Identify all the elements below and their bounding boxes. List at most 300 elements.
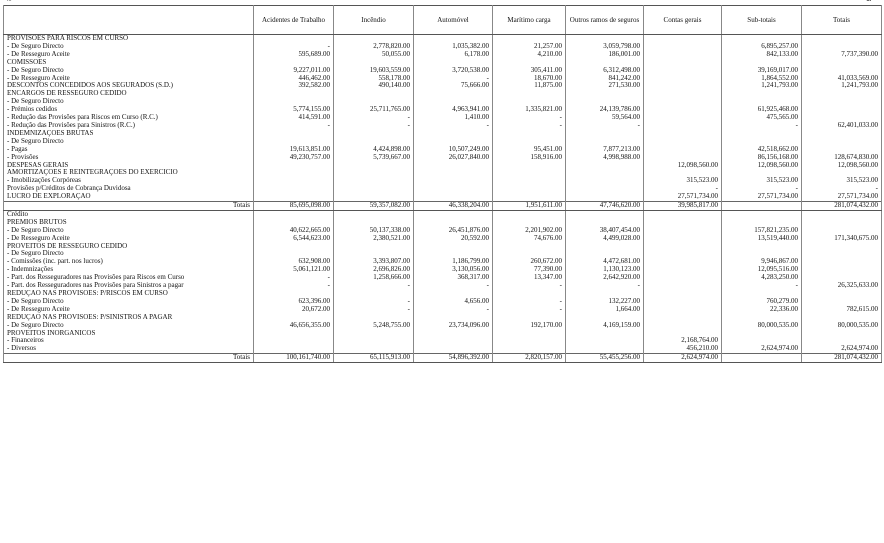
table-row: [4, 274, 882, 282]
value-cell: [644, 266, 722, 274]
value-cell: [493, 98, 566, 106]
value-cell: [802, 106, 882, 114]
value-cell: -: [334, 114, 414, 122]
value-cell: [802, 314, 882, 322]
value-cell: [802, 330, 882, 338]
total-cell: 46,338,204.00: [414, 202, 493, 211]
value-cell: 2,380,521.00: [334, 235, 414, 243]
value-cell: 59,564.00: [566, 114, 644, 122]
value-cell: [414, 290, 493, 298]
value-cell: [802, 274, 882, 282]
value-cell: 157,821,235.00: [722, 227, 802, 235]
totals-label: Totais: [4, 354, 254, 363]
value-cell: [493, 169, 566, 177]
value-cell: -: [566, 122, 644, 130]
value-cell: [644, 169, 722, 177]
value-cell: [644, 122, 722, 130]
value-cell: [644, 90, 722, 98]
value-cell: 27,571,734.00: [722, 193, 802, 201]
row-label: - De Seguro Directo: [4, 67, 254, 75]
row-label: - De Resseguro Aceite: [4, 235, 254, 243]
value-cell: [644, 243, 722, 251]
value-cell: 1,130,123.00: [566, 266, 644, 274]
row-label: - Part. dos Resseguradores nas Provisões para Riscos em Curso: [4, 274, 254, 282]
value-cell: [566, 314, 644, 322]
value-cell: 86,156,168.00: [722, 154, 802, 162]
value-cell: [566, 177, 644, 185]
table-row: [4, 290, 882, 298]
value-cell: [334, 345, 414, 353]
value-cell: [493, 177, 566, 185]
value-cell: 414,591.00: [254, 114, 334, 122]
value-cell: 3,393,807.00: [334, 258, 414, 266]
value-cell: [414, 243, 493, 251]
value-cell: -: [414, 282, 493, 290]
value-cell: 4,499,028.00: [566, 235, 644, 243]
value-cell: [722, 250, 802, 258]
row-label: LUCRO DE EXPLORAÇÃO: [4, 193, 254, 201]
section-title: Crédito: [4, 210, 254, 218]
debit-section: [4, 35, 882, 202]
table-row: [4, 306, 882, 314]
value-cell: [493, 219, 566, 227]
value-cell: 21,257.00: [493, 43, 566, 51]
value-cell: 6,312,498.00: [566, 67, 644, 75]
value-cell: [414, 177, 493, 185]
value-cell: 1,258,666.00: [334, 274, 414, 282]
table-row: [4, 106, 882, 114]
totals-row: [4, 354, 882, 363]
value-cell: [644, 322, 722, 330]
value-cell: [493, 193, 566, 201]
totals-row: [4, 202, 882, 211]
table-row: [4, 98, 882, 106]
value-cell: [414, 98, 493, 106]
value-cell: 80,000,535.00: [802, 322, 882, 330]
value-cell: 9,227,011.00: [254, 67, 334, 75]
value-cell: [722, 98, 802, 106]
value-cell: [802, 227, 882, 235]
value-cell: 95,451.00: [493, 146, 566, 154]
value-cell: [644, 98, 722, 106]
value-cell: [566, 138, 644, 146]
value-cell: [493, 290, 566, 298]
value-cell: 10,507,249.00: [414, 146, 493, 154]
value-cell: 4,472,681.00: [566, 258, 644, 266]
value-cell: 158,916.00: [493, 154, 566, 162]
value-cell: 50,137,338.00: [334, 227, 414, 235]
value-cell: [644, 130, 722, 138]
value-cell: [722, 35, 802, 43]
row-label: - Redução das Provisões para Riscos em Curso (R.C.): [4, 114, 254, 122]
table-row: [4, 114, 882, 122]
row-label: ENCARGOS DE RESSEGURO CEDIDO: [4, 90, 254, 98]
table-row: [4, 235, 882, 243]
total-cell: 281,074,432.00: [802, 354, 882, 363]
row-label: - Financeiros: [4, 337, 254, 345]
total-cell: 2,820,157.00: [493, 354, 566, 363]
value-cell: 19,603,559.00: [334, 67, 414, 75]
value-cell: 26,325,633.00: [802, 282, 882, 290]
value-cell: 27,571,734.00: [802, 193, 882, 201]
table-row: [4, 138, 882, 146]
value-cell: 62,401,033.00: [802, 122, 882, 130]
row-label: AMORTIZAÇÕES E REINTEGRAÇÕES DO EXERCÍCIO: [4, 169, 254, 177]
value-cell: 13,519,440.00: [722, 235, 802, 243]
row-label: - Imobilizações Corpóreas: [4, 177, 254, 185]
total-cell: 1,951,611.00: [493, 202, 566, 211]
row-label: COMISSÕES: [4, 59, 254, 67]
total-cell: 59,357,082.00: [334, 202, 414, 211]
total-cell: [722, 354, 802, 363]
total-cell: 85,695,098.00: [254, 202, 334, 211]
total-cell: [722, 202, 802, 211]
row-label: - Prémios cedidos: [4, 106, 254, 114]
value-cell: 6,895,257.00: [722, 43, 802, 51]
value-cell: 4,998,988.00: [566, 154, 644, 162]
value-cell: -: [414, 75, 493, 83]
value-cell: [802, 35, 882, 43]
value-cell: 7,737,390.00: [802, 51, 882, 59]
value-cell: [414, 162, 493, 170]
row-label: - De Seguro Directo: [4, 322, 254, 330]
value-cell: 38,407,454.00: [566, 227, 644, 235]
row-label: - De Seguro Directo: [4, 298, 254, 306]
row-label: DESCONTOS CONCEDIDOS AOS SEGURADOS (S.D.): [4, 82, 254, 90]
value-cell: [493, 314, 566, 322]
value-cell: [493, 185, 566, 193]
value-cell: 5,739,667.00: [334, 154, 414, 162]
value-cell: 24,139,786.00: [566, 106, 644, 114]
value-cell: -: [414, 306, 493, 314]
value-cell: 171,340,675.00: [802, 235, 882, 243]
value-cell: [802, 290, 882, 298]
table-row: [4, 337, 882, 345]
value-cell: 3,720,538.00: [414, 67, 493, 75]
value-cell: -: [254, 122, 334, 130]
value-cell: [254, 35, 334, 43]
table-row: [4, 59, 882, 67]
value-cell: [644, 314, 722, 322]
value-cell: [414, 219, 493, 227]
row-label: - De Resseguro Aceite: [4, 306, 254, 314]
top-strip: [3, 0, 881, 4]
value-cell: [254, 250, 334, 258]
profit-loss-table: [3, 5, 882, 363]
value-cell: 12,098,560.00: [722, 162, 802, 170]
value-cell: [493, 330, 566, 338]
value-cell: 61,925,468.00: [722, 106, 802, 114]
value-cell: [802, 250, 882, 258]
value-cell: [802, 114, 882, 122]
value-cell: -: [722, 282, 802, 290]
value-cell: [493, 130, 566, 138]
value-cell: 4,169,159.00: [566, 322, 644, 330]
value-cell: [254, 330, 334, 338]
value-cell: [722, 130, 802, 138]
value-cell: [644, 258, 722, 266]
value-cell: [566, 330, 644, 338]
table-row: [4, 266, 882, 274]
value-cell: 456,210.00: [644, 345, 722, 353]
value-cell: [254, 314, 334, 322]
column-header: Incêndio: [334, 6, 414, 35]
value-cell: 2,778,820.00: [334, 43, 414, 51]
value-cell: 5,248,755.00: [334, 322, 414, 330]
value-cell: [414, 345, 493, 353]
row-label: - Comissões (inc. part. nos lucros): [4, 258, 254, 266]
value-cell: 368,317.00: [414, 274, 493, 282]
value-cell: [644, 306, 722, 314]
value-cell: 315,523.00: [722, 177, 802, 185]
value-cell: 26,451,876.00: [414, 227, 493, 235]
column-header: Acidentes de Trabalho: [254, 6, 334, 35]
value-cell: [566, 219, 644, 227]
value-cell: 6,544,623.00: [254, 235, 334, 243]
value-cell: [644, 51, 722, 59]
value-cell: [334, 290, 414, 298]
value-cell: [566, 185, 644, 193]
value-cell: 25,711,765.00: [334, 106, 414, 114]
row-label: - De Resseguro Aceite: [4, 75, 254, 83]
table-row: [4, 345, 882, 353]
value-cell: 80,000,535.00: [722, 322, 802, 330]
value-cell: [644, 235, 722, 243]
value-cell: 260,672.00: [493, 258, 566, 266]
value-cell: [334, 90, 414, 98]
value-cell: [644, 330, 722, 338]
value-cell: [802, 130, 882, 138]
value-cell: 49,230,757.00: [254, 154, 334, 162]
value-cell: [493, 250, 566, 258]
value-cell: [644, 219, 722, 227]
value-cell: [566, 193, 644, 201]
total-cell: 281,074,432.00: [802, 202, 882, 211]
value-cell: [566, 59, 644, 67]
value-cell: [722, 169, 802, 177]
value-cell: -: [802, 185, 882, 193]
value-cell: 2,624,974.00: [722, 345, 802, 353]
value-cell: [722, 290, 802, 298]
value-cell: [644, 75, 722, 83]
value-cell: [644, 146, 722, 154]
value-cell: 305,411.00: [493, 67, 566, 75]
value-cell: [722, 243, 802, 251]
value-cell: 5,774,155.00: [254, 106, 334, 114]
value-cell: [334, 250, 414, 258]
value-cell: [334, 138, 414, 146]
value-cell: [566, 337, 644, 345]
value-cell: 40,622,665.00: [254, 227, 334, 235]
value-cell: -: [334, 298, 414, 306]
value-cell: [334, 219, 414, 227]
value-cell: 9,946,867.00: [722, 258, 802, 266]
value-cell: [254, 138, 334, 146]
value-cell: [334, 337, 414, 345]
table-row: [4, 250, 882, 258]
value-cell: -: [493, 114, 566, 122]
row-label: - De Seguro Directo: [4, 250, 254, 258]
value-cell: [493, 162, 566, 170]
value-cell: [254, 185, 334, 193]
total-cell: 54,896,392.00: [414, 354, 493, 363]
value-cell: [566, 35, 644, 43]
value-cell: -: [493, 298, 566, 306]
value-cell: [334, 162, 414, 170]
row-label: - De Seguro Directo: [4, 138, 254, 146]
table-row: [4, 51, 882, 59]
table-row: [4, 146, 882, 154]
row-label: Provisões p/Créditos de Cobrança Duvidosa: [4, 185, 254, 193]
table-row: [4, 282, 882, 290]
value-cell: [334, 130, 414, 138]
value-cell: 782,615.00: [802, 306, 882, 314]
value-cell: 595,689.00: [254, 51, 334, 59]
value-cell: [722, 314, 802, 322]
value-cell: [644, 154, 722, 162]
value-cell: [414, 314, 493, 322]
table-row: [4, 90, 882, 98]
debit-totals: [4, 202, 882, 219]
value-cell: 4,283,250.00: [722, 274, 802, 282]
value-cell: 271,530.00: [566, 82, 644, 90]
value-cell: [254, 59, 334, 67]
top-right-fragment: ...: [866, 0, 871, 3]
value-cell: 12,098,560.00: [802, 162, 882, 170]
table-row: [4, 219, 882, 227]
row-label: - Pagas: [4, 146, 254, 154]
value-cell: [566, 169, 644, 177]
value-cell: [644, 290, 722, 298]
value-cell: [722, 59, 802, 67]
value-cell: [802, 138, 882, 146]
value-cell: 446,462.00: [254, 75, 334, 83]
value-cell: [644, 138, 722, 146]
value-cell: [802, 90, 882, 98]
value-cell: [414, 35, 493, 43]
column-header: Outros ramos de seguros: [566, 6, 644, 35]
table-row: [4, 130, 882, 138]
value-cell: [414, 337, 493, 345]
value-cell: [334, 193, 414, 201]
value-cell: [644, 59, 722, 67]
value-cell: [334, 169, 414, 177]
table-row: [4, 82, 882, 90]
value-cell: [334, 330, 414, 338]
value-cell: 842,133.00: [722, 51, 802, 59]
value-cell: [802, 243, 882, 251]
value-cell: [802, 298, 882, 306]
value-cell: 132,227.00: [566, 298, 644, 306]
value-cell: 315,523.00: [644, 177, 722, 185]
value-cell: [802, 67, 882, 75]
value-cell: 475,565.00: [722, 114, 802, 122]
total-cell: 47,746,620.00: [566, 202, 644, 211]
row-label: - Diversos: [4, 345, 254, 353]
value-cell: [414, 330, 493, 338]
column-header-row: [4, 6, 882, 35]
value-cell: [802, 337, 882, 345]
value-cell: [644, 43, 722, 51]
value-cell: [254, 177, 334, 185]
value-cell: [566, 90, 644, 98]
value-cell: 2,696,826.00: [334, 266, 414, 274]
value-cell: [334, 59, 414, 67]
value-cell: 18,670.00: [493, 75, 566, 83]
value-cell: [493, 243, 566, 251]
value-cell: [414, 130, 493, 138]
table-row: [4, 67, 882, 75]
value-cell: 2,168,764.00: [644, 337, 722, 345]
value-cell: 2,642,920.00: [566, 274, 644, 282]
value-cell: [254, 162, 334, 170]
value-cell: 4,656.00: [414, 298, 493, 306]
value-cell: [644, 106, 722, 114]
credit-section: [4, 219, 882, 354]
value-cell: 4,963,941.00: [414, 106, 493, 114]
value-cell: 22,336.00: [722, 306, 802, 314]
value-cell: -: [493, 282, 566, 290]
value-cell: [254, 345, 334, 353]
value-cell: [722, 330, 802, 338]
table-row: [4, 314, 882, 322]
value-cell: [493, 337, 566, 345]
value-cell: 75,666.00: [414, 82, 493, 90]
value-cell: 392,582.00: [254, 82, 334, 90]
value-cell: [414, 169, 493, 177]
column-header: Sub-totais: [722, 6, 802, 35]
value-cell: -: [254, 43, 334, 51]
value-cell: 1,335,821.00: [493, 106, 566, 114]
value-cell: [493, 35, 566, 43]
total-cell: 2,624,974.00: [644, 354, 722, 363]
row-label: INDEMNIZAÇÕES BRUTAS: [4, 130, 254, 138]
value-cell: [644, 114, 722, 122]
credit-totals: [4, 354, 882, 363]
value-cell: [802, 258, 882, 266]
value-cell: -: [566, 282, 644, 290]
value-cell: [493, 90, 566, 98]
column-header: Contas gerais: [644, 6, 722, 35]
value-cell: [414, 138, 493, 146]
value-cell: [644, 35, 722, 43]
row-label: REDUÇÃO NAS PROVISÕES: P/RISCOS EM CURSO: [4, 290, 254, 298]
value-cell: -: [493, 122, 566, 130]
value-cell: [802, 219, 882, 227]
value-cell: [566, 162, 644, 170]
total-cell: 39,985,817.00: [644, 202, 722, 211]
totals-label: Totais: [4, 202, 254, 211]
value-cell: 20,592.00: [414, 235, 493, 243]
section-title-row: [4, 210, 882, 218]
column-header: Automóvel: [414, 6, 493, 35]
top-left-fragment: ...: [7, 0, 12, 3]
total-cell: 100,161,740.00: [254, 354, 334, 363]
row-label: - De Seguro Directo: [4, 43, 254, 51]
table-row: [4, 122, 882, 130]
value-cell: 4,210.00: [493, 51, 566, 59]
value-cell: [254, 219, 334, 227]
value-cell: [802, 169, 882, 177]
row-label: - Redução das Provisões para Sinistros (R.C.): [4, 122, 254, 130]
value-cell: 50,055.00: [334, 51, 414, 59]
table-row: [4, 75, 882, 83]
value-cell: 41,033,569.00: [802, 75, 882, 83]
value-cell: [334, 243, 414, 251]
table-row: [4, 330, 882, 338]
value-cell: [722, 337, 802, 345]
row-label: DESPESAS GERAIS: [4, 162, 254, 170]
